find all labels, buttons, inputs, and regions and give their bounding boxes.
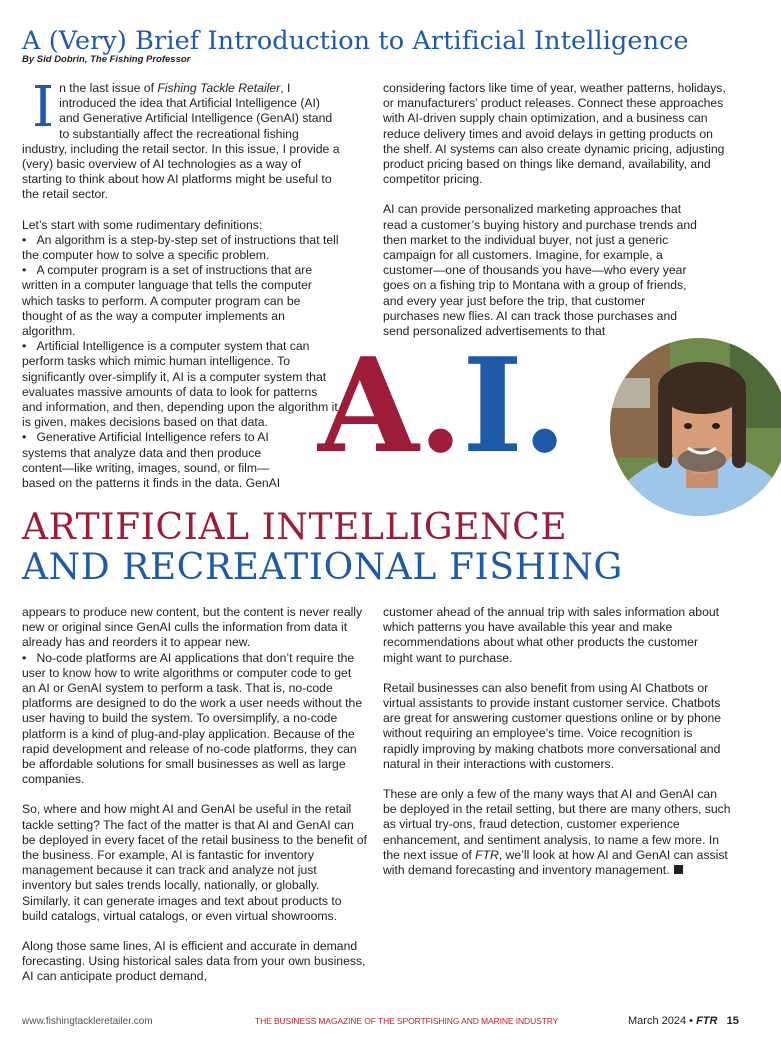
definitions-list [22,233,340,491]
definition-item: • An algorithm is a step-by-step set of instructions that tell the computer how to solve a specific problem. [22,233,340,263]
paragraph: So, where and how might AI and GenAI be useful in the retail tackle setting? The fact of the matter is that AI and GenAI can be deployed in every facet of the retail business to the benefit of the business. For example, AI is fantastic for inventory management because it can track and analyze not just inventory but sales trends locally, nationally, or globally. Similarly, it can generate images and text about products to build catalogs, virtual catalogs, or even virtual showrooms. [22,802,367,923]
column-1 [22,75,340,506]
column-2 [383,81,731,354]
footer-url[interactable]: www.fishingtackleretailer.com [22,1016,153,1027]
definition-item: • Artificial Intelligence is a computer system that can perform tasks which mimic human intelligence. To significantly over-simplify it, AI is a computer system that evaluates massive amounts of data to look for patterns and information, and then, depending upon the algorithm it is given, makes decisions based on that data. [22,339,340,430]
footer-folio: March 2024 • FTR 15 [628,1015,739,1027]
page-number: 15 [726,1015,739,1027]
drop-cap: I [32,75,55,140]
paragraph: appears to produce new content, but the content is never really new or original since GenAI culls the information from data it already has and reorders it to appear new. [22,605,363,650]
definition-item: • No-code platforms are AI applications that don’t require the user to know how to write algorithms or computer code to get an AI or GenAI system to perform a task. That is, no-code platforms are designed to do the work a user needs without the user having to build the system. To oversimplify, a no-code platform is a kind of plug-and-play application. Because of the rapid development and release of no-code platforms, they can be affordable solutions for small businesses as well as large companies. [22,651,367,788]
end-mark-icon [674,865,683,874]
definition-item: • Generative Artificial Intelligence refers to AI systems that analyze data and then produce content—like writing, images, sound, or film—based on the patterns it finds in the data. GenAI [22,430,292,491]
paragraph: Retail businesses can also benefit from using AI Chatbots or virtual assistants to provide instant customer service. Chatbots are great for answering customer questions online or by phone without requiring an employee’s time. Voice recognition is rapidly improving by making chatbots more conversational and natural in their interactions with customers. [383,680,722,771]
headline-line-1: ARTIFICIAL INTELLIGENCE [22,507,568,548]
column-4 [383,605,731,893]
paragraph: customer ahead of the annual trip with sales information about which patterns you have available this year and make recommendations about what other products the customer might want to purchase. [383,605,720,665]
big-ai-graphic: A.I. [318,329,567,482]
paragraph: AI can provide personalized marketing approaches that read a customer’s buying history and purchase trends and then market to the individual buyer, not just a generic campaign for all customers. Imagine, for example, a customer—one of thousands you have—who every year goes on a fishing trip to Montana with a group of friends, and every year just before the trip, that customer purchases new flies. AI can track those purchases and send personalized advertisements to that [383,202,697,339]
closing-paragraph: These are only a few of the many ways that AI and GenAI can be deployed in the retail setting, but there are many others, such as virtual try-ons, fraud detection, customer experience enhancement, and sentiment analysis, to name a few more. In the next issue of FTR, we’ll look at how AI and GenAI can assist with demand forecasting and inventory management. [383,787,731,878]
paragraph: Along those same lines, AI is efficient and accurate in demand forecasting. Using historical sales data from your own business, AI can anticipate product demand, [22,939,366,984]
definitions-list-cont [22,651,367,788]
footer-tagline: THE BUSINESS MAGAZINE OF THE SPORTFISHING AND MARINE INDUSTRY [255,1016,559,1026]
article-title: A (Very) Brief Introduction to Artificial Intelligence [22,26,689,56]
headline-line-2: AND RECREATIONAL FISHING [22,547,623,588]
author-portrait-icon [610,338,781,516]
paragraph: considering factors like time of year, weather patterns, holidays, or manufacturers’ product releases. Connect these approaches with AI-driven supply chain optimization, and a business can reduce delivery times and avoid delays in getting products on the shelf. AI systems can also create dynamic pricing, adjusting product pricing based on things like demand, availability, and competitor pricing. [383,81,726,187]
definition-item: • A computer program is a set of instructions that are written in a computer language that tells the computer which tasks to perform. A computer program can be thought of as the way a computer implements an algorithm. [22,263,340,339]
intro-paragraph: In the last issue of Fishing Tackle Retailer, I introduced the idea that Artificial Intelligence (AI) and Generative Artificial Intelligence (GenAI) stand to substantially affect the recreational fishing industry, including the retail sector. In this issue, I provide a (very) basic overview of AI technologies as a way of starting to think about how AI platforms might be useful to the retail sector. [22,75,340,202]
author-photo [610,338,781,516]
byline: By Sid Dobrin, The Fishing Professor [22,54,191,65]
column-3 [22,605,367,1000]
definitions-lead: Let’s start with some rudimentary definitions: [22,217,263,232]
